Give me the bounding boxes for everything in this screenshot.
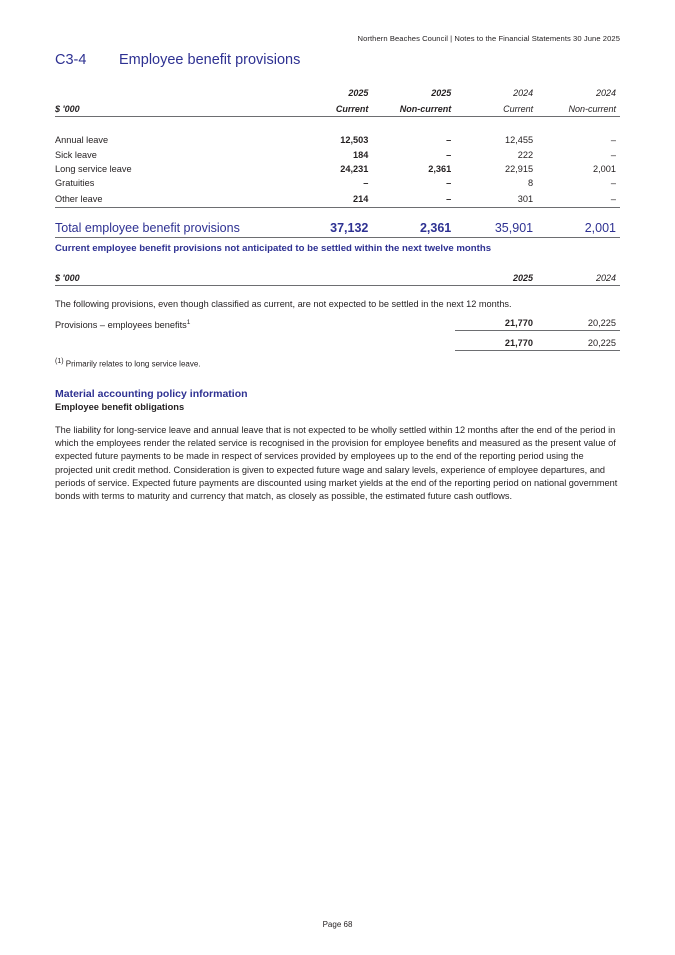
footnote-marker: 1 (186, 319, 191, 327)
table2-total-row (55, 330, 620, 350)
table1-unit-label: $ '000 (55, 99, 290, 117)
table1-header-row-year (55, 84, 620, 99)
row-value-2025-noncurrent: – (446, 177, 452, 188)
section-title-text: Employee benefit provisions (119, 52, 301, 68)
row-value-2025: 21,770 (455, 311, 537, 331)
footnote-text: Primarily relates to long service leave. (65, 359, 201, 369)
table1-body (55, 117, 620, 238)
row-value-2025-noncurrent: – (372, 188, 455, 208)
row-value-2025-current: 184 (353, 149, 369, 160)
table2-year-2024: 2024 (537, 268, 620, 286)
table2-year-2025: 2025 (455, 268, 537, 286)
table1-spacer-cell (55, 117, 620, 132)
table-row (55, 145, 620, 159)
page-content (55, 0, 620, 955)
table2-unit-label: $ '000 (55, 268, 455, 286)
table1-col-noncurrent-2025: Non-current (372, 99, 455, 117)
policy-body-text: The liability for long-service leave and annual leave that is not expected to be wholly settled within 12 months after the end of the period in which the employees render the related service is recognised in the provision for employee benefits and measured as the present value of expected future payments to be made in respect of services provided by employees up to the end of the reporting period using the projected unit credit method. Consideration is given to expected future wage and salary levels, experience of employee departures, and periods of service. Expected future payments are discounted using market yields at the end of the reporting period on national government bonds with terms to maturity and currency that match, as closely as possible, the estimated future cash outflows. (55, 425, 618, 502)
table1-total-row (55, 207, 620, 237)
policy-heading: Material accounting policy information (55, 388, 248, 400)
row-value-2025-current: 12,503 (340, 135, 369, 146)
table2-header-row (55, 268, 620, 286)
row-label: Annual leave (55, 135, 109, 146)
employee-benefit-provisions-table (55, 84, 620, 238)
total-value-2024-noncurrent: 2,001 (537, 207, 620, 237)
table1-spacer (55, 117, 620, 132)
table1-col-current-2025: Current (290, 99, 372, 117)
total-value-2024: 20,225 (537, 330, 620, 350)
page-number: Page 68 (322, 920, 353, 929)
row-label-text: Provisions – employees benefits (55, 320, 187, 331)
row-label: Gratuities (55, 177, 95, 188)
row-value-2024-noncurrent: – (610, 177, 616, 188)
row-value-2024-current: 22,915 (504, 163, 534, 174)
row-value-2025-noncurrent: – (446, 149, 452, 160)
row-value-2025-current: – (363, 177, 369, 188)
table1-col-noncurrent-2024: Non-current (537, 99, 620, 117)
table1-unit-spacer (55, 84, 290, 99)
table-row (55, 131, 620, 145)
row-value-2025-noncurrent: – (446, 135, 452, 146)
row-value-2024: 20,225 (537, 311, 620, 331)
section-number: C3-4 (55, 52, 87, 68)
total-label: Total employee benefit provisions (55, 207, 290, 237)
row-value-2024-current: 301 (455, 188, 537, 208)
row-value-2025-noncurrent: 2,361 (428, 163, 452, 174)
row-label: Sick leave (55, 149, 97, 160)
table1-col-current-2024: Current (455, 99, 537, 117)
total-value-2025-noncurrent: 2,361 (372, 207, 455, 237)
row-value-2024-noncurrent: – (610, 135, 616, 146)
footnote-number: (1) (55, 358, 64, 365)
section-heading (55, 52, 300, 68)
table-row (55, 174, 620, 188)
table1-year-2025-noncurrent: 2025 (431, 88, 452, 98)
row-label: Long service leave (55, 163, 132, 174)
row-value-2024-noncurrent: – (610, 149, 616, 160)
table1-year-2024-noncurrent: 2024 (595, 88, 616, 98)
row-value-2024-current: 8 (527, 177, 534, 188)
table2-body (55, 268, 620, 350)
non-current-settlement-table (55, 268, 620, 351)
total-value-2025-current: 37,132 (290, 207, 372, 237)
row-label (55, 311, 455, 331)
table1-head (55, 84, 620, 117)
row-value-2024-noncurrent: 2,001 (593, 163, 616, 174)
table-footnote (55, 358, 201, 369)
table-row (55, 160, 620, 174)
subsection-heading: Current employee benefit provisions not anticipated to be settled within the next twelve months (55, 243, 492, 254)
table1-header-row-type (55, 99, 620, 117)
row-value-2025-current: 24,231 (340, 163, 369, 174)
total-label-empty (55, 330, 455, 350)
table2-note-text: The following provisions, even though classified as current, are not expected to be settled in the next 12 months. (55, 299, 512, 309)
row-label: Other leave (55, 188, 290, 208)
row-value-2024-current: 12,455 (504, 135, 534, 146)
table1-year-2025-current: 2025 (348, 88, 369, 98)
policy-subheading: Employee benefit obligations (55, 402, 185, 412)
running-header: Northern Beaches Council | Notes to the Financial Statements 30 June 2025 (357, 34, 620, 43)
table-row (55, 188, 620, 208)
row-value-2025-current: 214 (290, 188, 372, 208)
table-row (55, 311, 620, 331)
row-value-2024-current: 222 (517, 149, 534, 160)
total-value-2025: 21,770 (455, 330, 537, 350)
table2-note-row (55, 286, 620, 311)
total-value-2024-current: 35,901 (455, 207, 537, 237)
table1-year-2024-current: 2024 (513, 88, 534, 98)
row-value-2024-noncurrent: – (537, 188, 620, 208)
